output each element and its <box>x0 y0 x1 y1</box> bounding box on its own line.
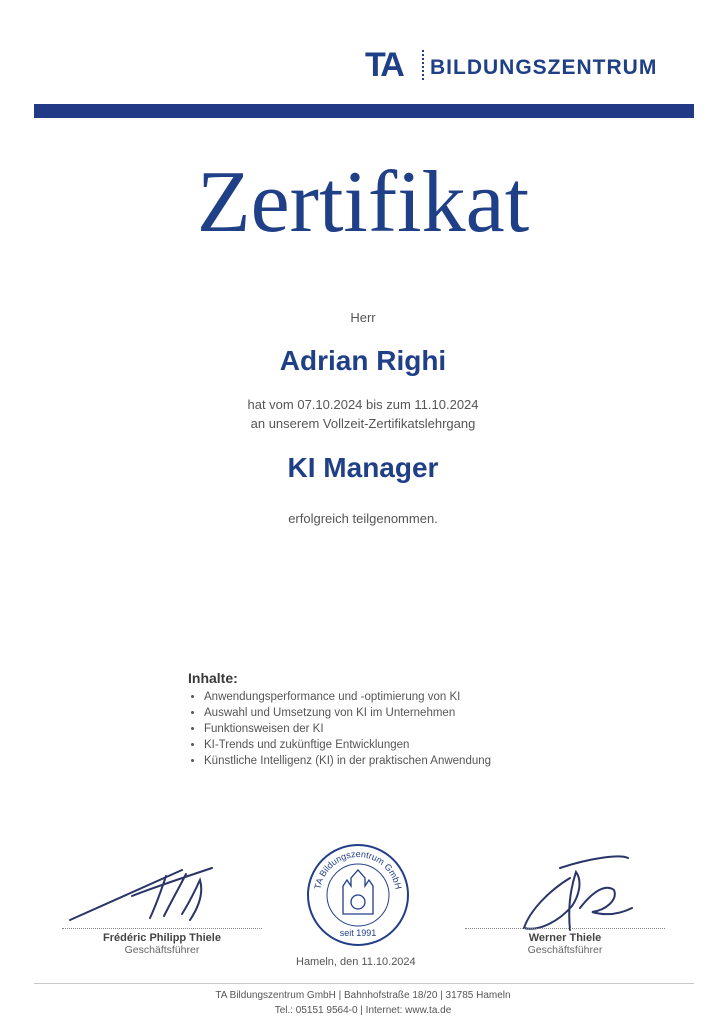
logo-divider <box>422 50 424 80</box>
seal-text: TA Bildungszentrum GmbH <box>312 849 404 891</box>
contents-heading: Inhalte: <box>188 670 238 686</box>
footer-address: TA Bildungszentrum GmbH | Bahnhofstraße 18/20 | 31785 Hameln <box>215 990 511 1001</box>
list-item: • Anwendungsperformance und -optimierung von KI <box>204 689 491 705</box>
logo-mark: TA <box>365 46 402 84</box>
signature-line-right <box>465 928 665 929</box>
period-line: hat vom 07.10.2024 bis zum 11.10.2024 <box>247 397 479 412</box>
certificate-title: Zertifikat <box>196 154 530 251</box>
contents-section <box>188 670 491 769</box>
footer-contact: Tel.: 05151 9564-0 | Internet: www.ta.de <box>274 1005 452 1016</box>
signer-name-right: Werner Thiele <box>528 932 602 944</box>
signature-left-image <box>62 858 252 928</box>
signature-right-image <box>510 850 650 940</box>
header-bar <box>34 104 694 118</box>
list-item: • Künstliche Intelligenz (KI) in der praktischen Anwendung <box>204 753 491 769</box>
seal-since: seit 1991 <box>339 928 377 938</box>
list-item: • Funktionsweisen der KI <box>204 721 491 737</box>
list-item: • KI-Trends und zukünftige Entwicklungen <box>204 737 491 753</box>
salutation: Herr <box>350 310 376 325</box>
signer-role-left: Geschäftsführer <box>124 944 200 956</box>
signer-role-right: Geschäftsführer <box>527 944 603 956</box>
company-seal <box>305 842 411 948</box>
place-date: Hameln, den 11.10.2024 <box>296 956 416 968</box>
course-line: an unserem Vollzeit-Zertifikatslehrgang <box>250 416 476 431</box>
signature-left <box>62 932 262 956</box>
contents-list <box>188 689 491 769</box>
signature-line-left <box>62 928 262 929</box>
course-name: KI Manager <box>287 452 439 483</box>
signature-right <box>465 932 665 956</box>
logo-name: BILDUNGSZENTRUM <box>430 56 658 79</box>
completion-text: erfolgreich teilgenommen. <box>288 511 438 526</box>
footer-divider <box>34 983 694 984</box>
signer-name-left: Frédéric Philipp Thiele <box>103 932 221 944</box>
recipient-name: Adrian Righi <box>279 345 447 376</box>
list-item: • Auswahl und Umsetzung von KI im Unternehmen <box>204 705 491 721</box>
